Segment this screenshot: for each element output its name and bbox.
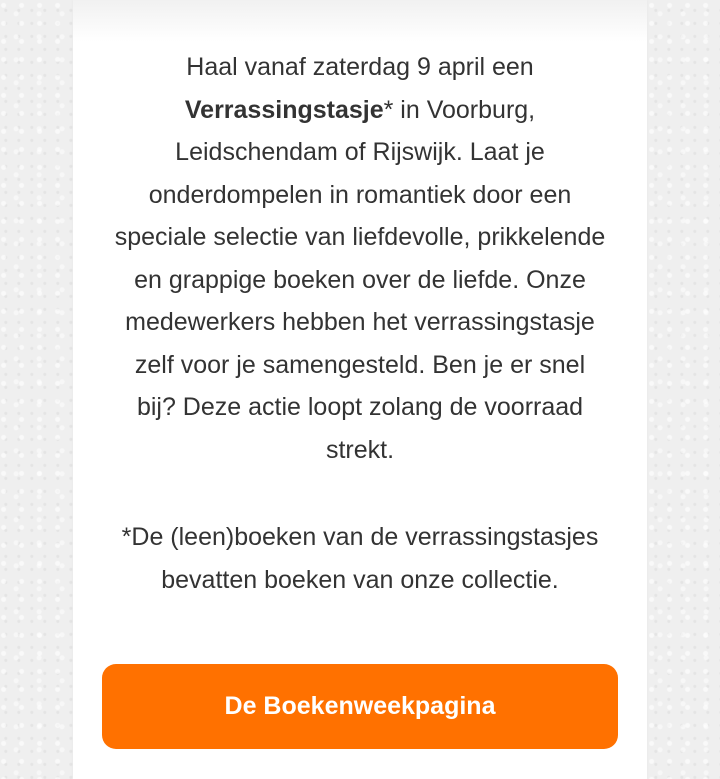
content-card	[73, 0, 647, 779]
promo-text-intro: Haal vanaf zaterdag 9 april een	[186, 53, 534, 81]
promo-paragraph	[113, 46, 607, 471]
promo-bold-term: Verrassingstasje	[184, 95, 384, 124]
boekenweek-page-button[interactable]	[102, 664, 618, 749]
footnote-paragraph: *De (leen)boeken van de verrassingstasjes bevatten boeken van onze collectie.	[121, 523, 599, 594]
top-scroll-fade	[73, 0, 647, 42]
boekenweek-page-button-label: De Boekenweekpagina	[224, 692, 496, 720]
promo-text-body: * in Voorburg, Leidschendam of Rijswijk. Laat je onderdompelen in romantiek door een speciale selectie van liefdevolle, prikkelende en grappige boeken over de liefde. Onze medewerkers hebben het verrassingstasje zelf voor je samengesteld. Ben je er snel bij? Deze actie loopt zolang de voorraad strekt.	[114, 95, 606, 464]
